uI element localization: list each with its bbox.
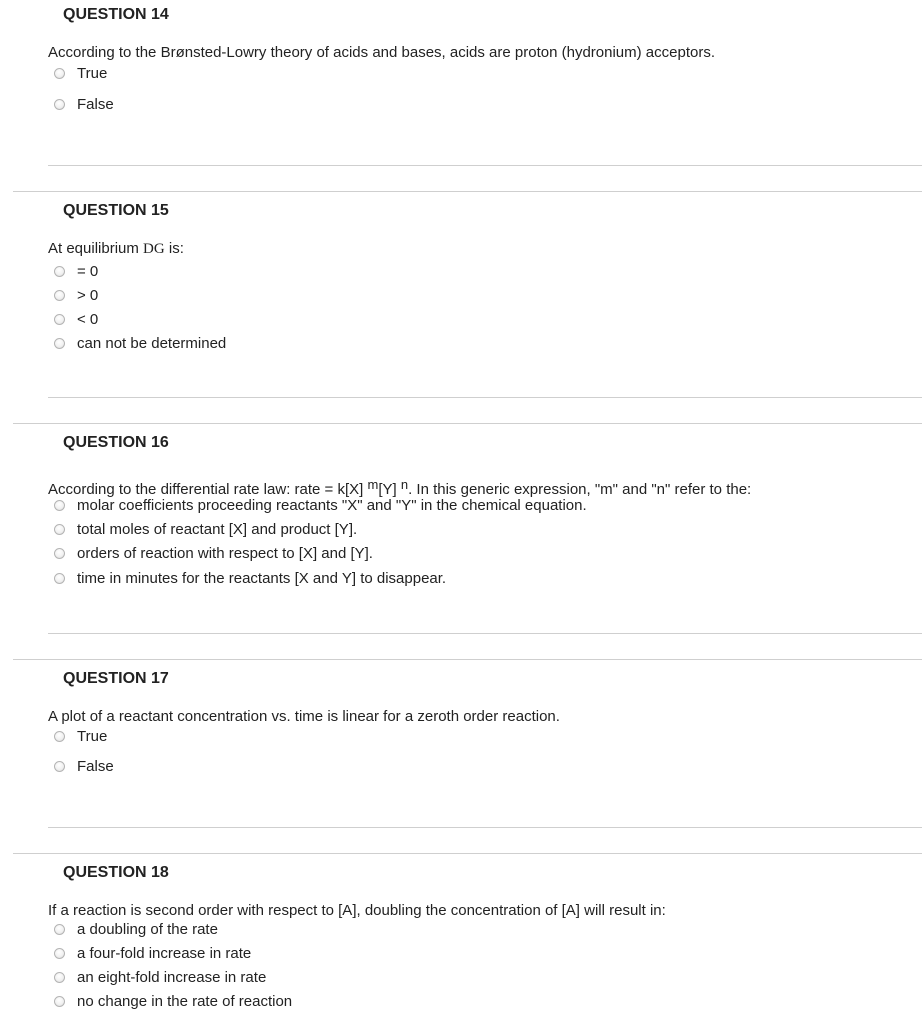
question-18-text: If a reaction is second order with respect to [A], doubling the concentration of [A] will result in: (48, 902, 666, 919)
question-16-option-3[interactable] (54, 545, 373, 562)
question-14-title: QUESTION 14 (63, 6, 169, 23)
exponent-m: m (367, 477, 379, 492)
question-18-option-4[interactable] (54, 993, 292, 1010)
option-label: time in minutes for the reactants [X and Y] to disappear. (77, 570, 447, 587)
option-label: total moles of reactant [X] and product [Y]. (77, 521, 358, 538)
radio-button[interactable] (54, 924, 65, 935)
question-16-option-1[interactable] (54, 497, 587, 514)
option-label: a four-fold increase in rate (77, 945, 252, 962)
divider (48, 633, 922, 634)
question-15-title: QUESTION 15 (63, 202, 169, 219)
question-14-text: According to the Brønsted-Lowry theory of acids and bases, acids are proton (hydronium) acceptors. (48, 44, 715, 61)
option-label: < 0 (77, 311, 99, 328)
question-16-option-2[interactable] (54, 521, 357, 538)
option-label: = 0 (77, 263, 99, 280)
question-15-text (48, 240, 184, 258)
question-17-text: A plot of a reactant concentration vs. time is linear for a zeroth order reaction. (48, 708, 560, 725)
question-18-option-2[interactable] (54, 945, 251, 962)
question-16-option-4[interactable] (54, 570, 446, 587)
question-17-title: QUESTION 17 (63, 670, 169, 687)
question-separator (13, 191, 922, 192)
radio-button[interactable] (54, 500, 65, 511)
question-18-option-3[interactable] (54, 969, 266, 986)
option-label: False (77, 96, 114, 113)
text-part: [Y] (378, 481, 401, 498)
radio-button[interactable] (54, 731, 65, 742)
option-label: orders of reaction with respect to [X] and [Y]. (77, 545, 373, 562)
text-part: According to the differential rate law: rate = k[X] (48, 481, 368, 498)
question-15-option-4[interactable] (54, 335, 226, 352)
question-15-option-1[interactable] (54, 263, 98, 280)
radio-button[interactable] (54, 548, 65, 559)
radio-button[interactable] (54, 68, 65, 79)
delta-g-symbol: DG (143, 241, 165, 257)
text-part: . In this generic expression, "m" and "n" refer to the: (408, 481, 752, 498)
question-separator (13, 423, 922, 424)
option-label: False (77, 758, 114, 775)
question-15-option-2[interactable] (54, 287, 98, 304)
question-17-option-false[interactable] (54, 758, 114, 775)
question-17-option-true[interactable] (54, 728, 107, 745)
radio-button[interactable] (54, 290, 65, 301)
question-18-title: QUESTION 18 (63, 864, 169, 881)
exponent-n: n (400, 477, 409, 492)
option-label: no change in the rate of reaction (77, 993, 293, 1010)
option-label: can not be determined (77, 335, 227, 352)
question-14-option-true[interactable] (54, 65, 107, 82)
question-separator (13, 853, 922, 854)
divider (48, 827, 922, 828)
option-label: a doubling of the rate (77, 921, 218, 938)
option-label: an eight-fold increase in rate (77, 969, 267, 986)
question-16-text (48, 477, 751, 498)
option-label: True (77, 65, 108, 82)
radio-button[interactable] (54, 524, 65, 535)
option-label: True (77, 728, 108, 745)
radio-button[interactable] (54, 338, 65, 349)
text-prefix: At equilibrium (48, 240, 144, 257)
option-label: > 0 (77, 287, 99, 304)
radio-button[interactable] (54, 99, 65, 110)
option-label: molar coefficients proceeding reactants "X" and "Y" in the chemical equation. (77, 497, 587, 514)
radio-button[interactable] (54, 573, 65, 584)
question-separator (13, 659, 922, 660)
radio-button[interactable] (54, 996, 65, 1007)
radio-button[interactable] (54, 972, 65, 983)
radio-button[interactable] (54, 266, 65, 277)
question-18-option-1[interactable] (54, 921, 218, 938)
question-15-option-3[interactable] (54, 311, 98, 328)
question-16-title: QUESTION 16 (63, 434, 169, 451)
radio-button[interactable] (54, 314, 65, 325)
radio-button[interactable] (54, 948, 65, 959)
divider (48, 165, 922, 166)
divider (48, 397, 922, 398)
text-suffix: is: (164, 240, 184, 257)
radio-button[interactable] (54, 761, 65, 772)
question-14-option-false[interactable] (54, 96, 114, 113)
